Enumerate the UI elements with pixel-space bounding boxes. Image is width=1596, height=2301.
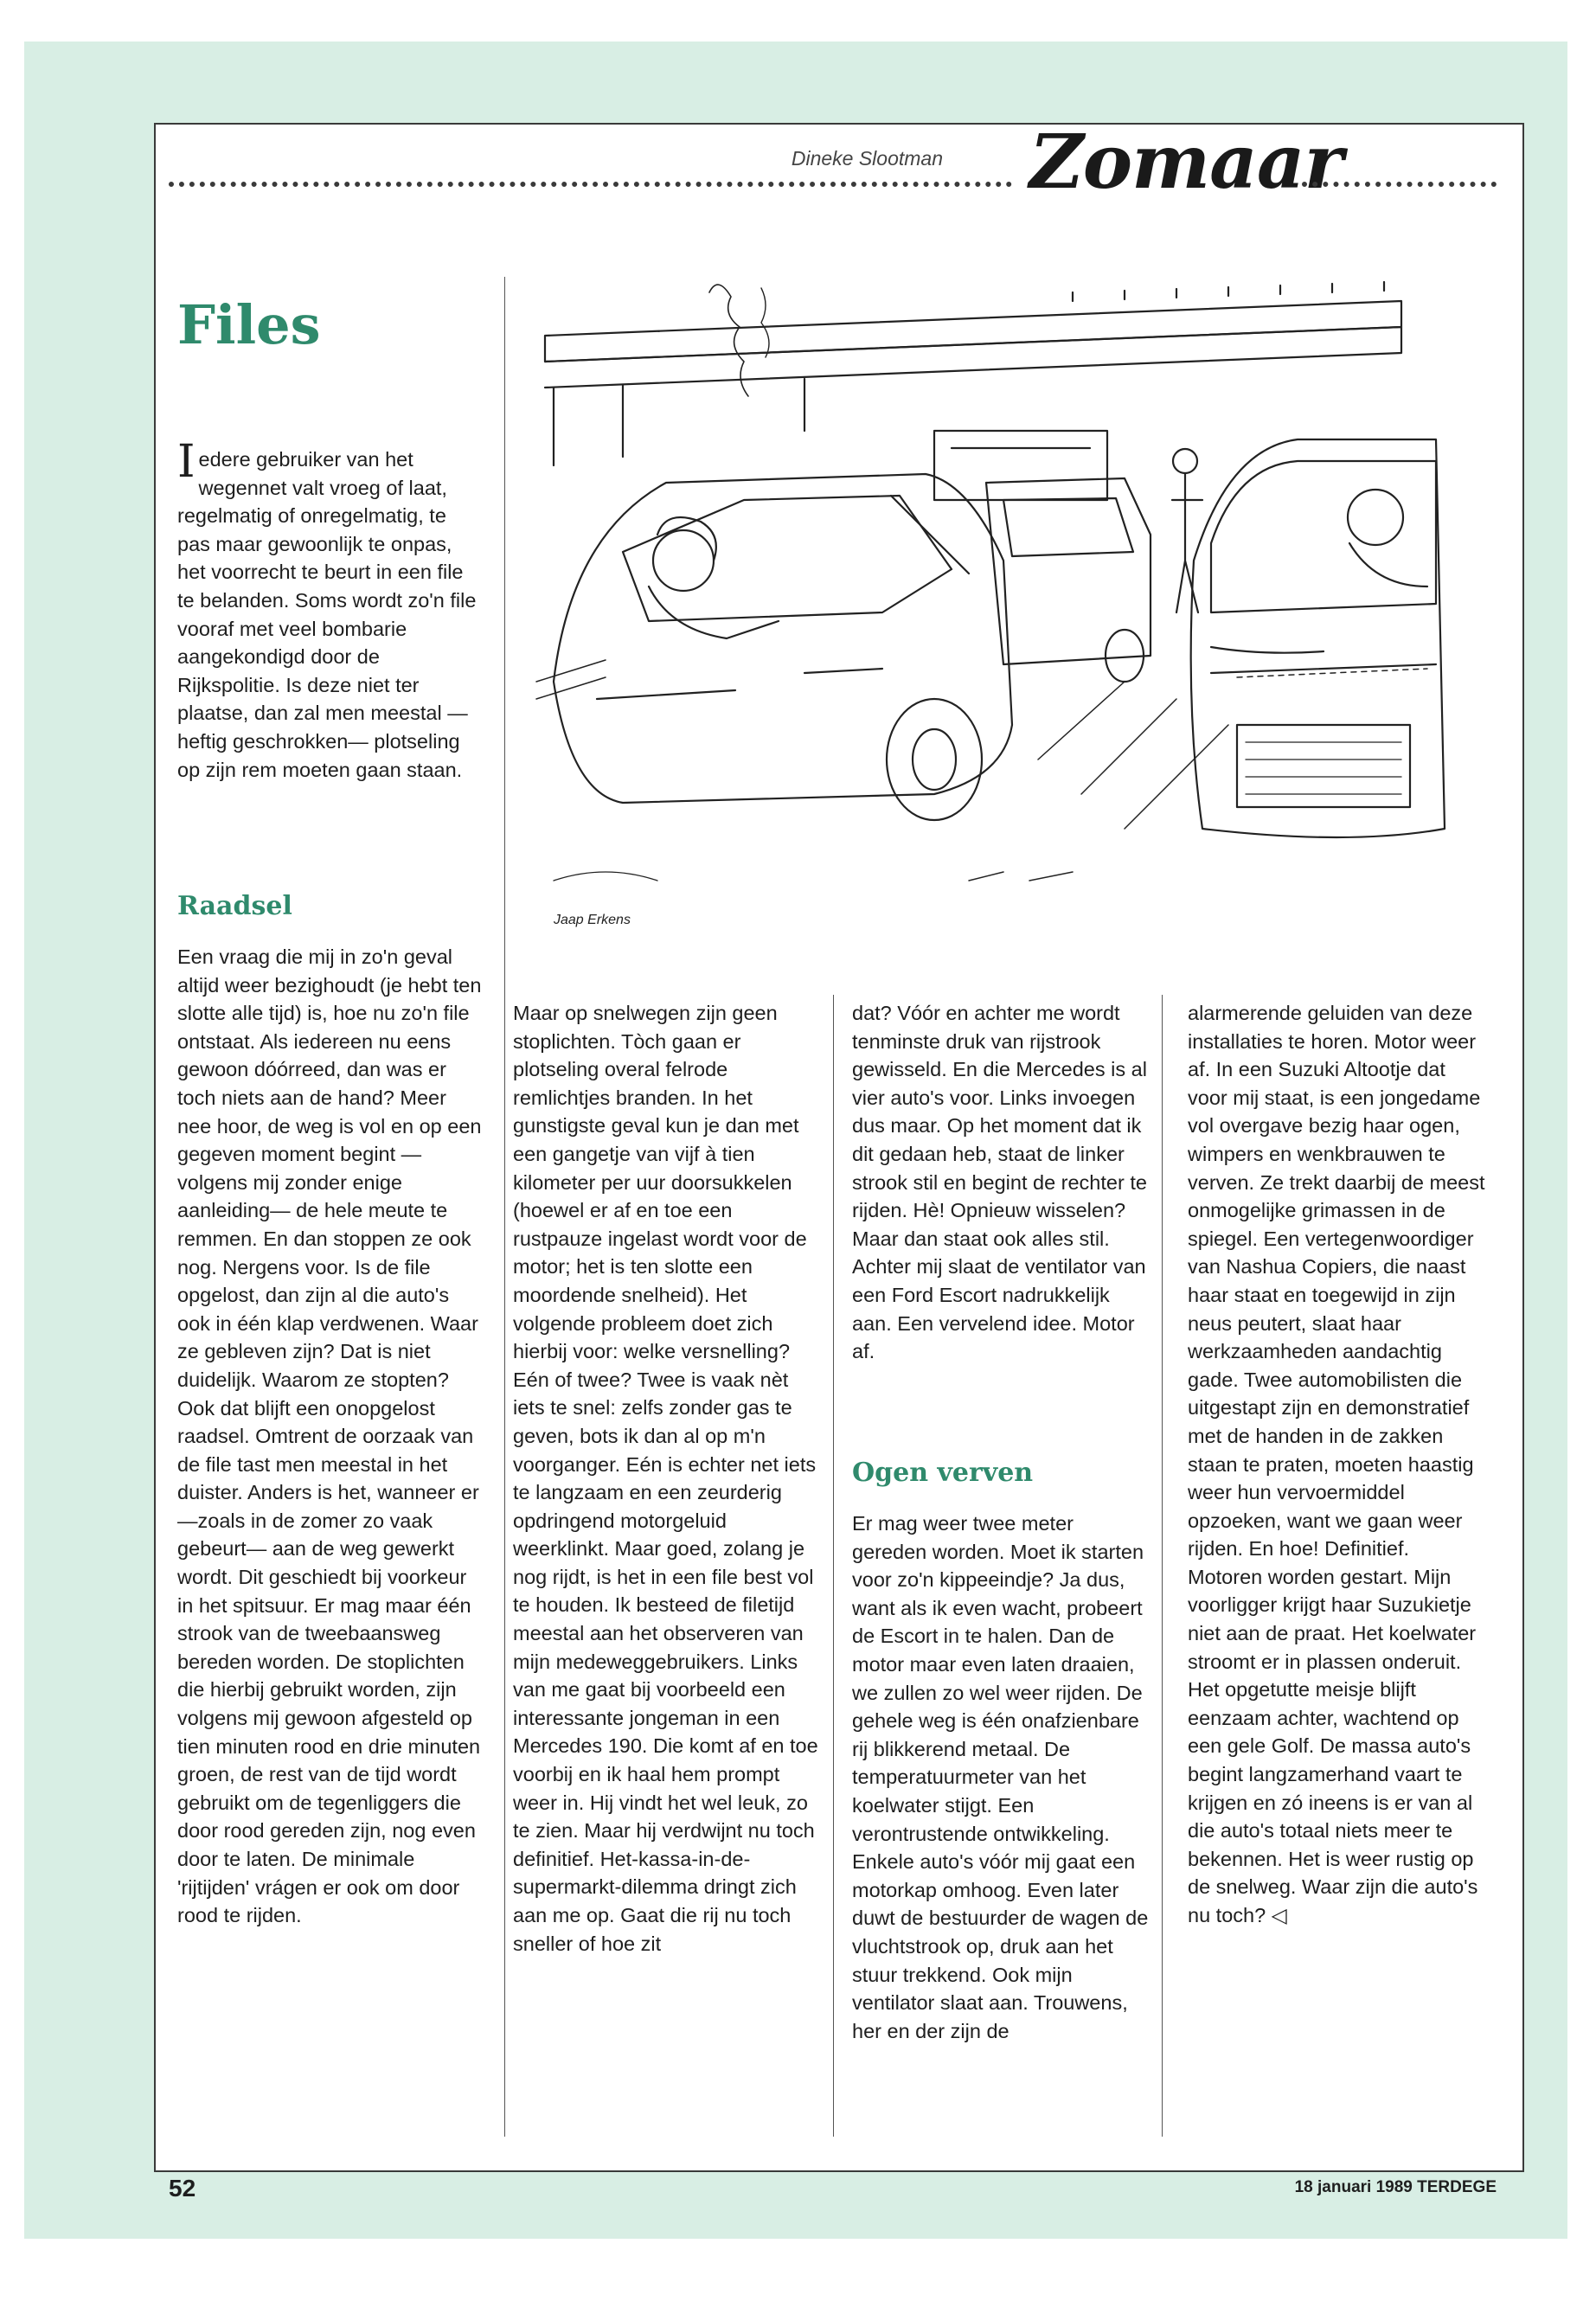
column-3-body-2: Er mag weer twee meter gereden worden. Moet ik starten voor zo'n kippeeindje? Ja dus, want als ik even wacht, probeert de Escort in te halen. Dan de motor maar even laten draaien, we zullen zo wel weer rijden. De gehele weg is één onafzienbare rij blikkerend metaal. De temperatuurmeter van het koelwater stijgt. Een verontrustende ontwikkeling. Enkele auto's vóór mij gaat een motorkap omhoog. Even later duwt de bestuurder de wagen de vluchtstrook op, druk aan het stuur trekkend. Ook mijn ventilator slaat aan. Trouwens, her en der zijn de [852,1512,1149,2042]
subhead-raadsel: Raadsel [177,891,292,921]
author-name: Dineke Slootman [791,147,943,170]
column-4-body: alarmerende geluiden van deze installaties te horen. Motor weer af. In een Suzuki Altootje dat voor mij staat, is een jongedame vol overgave bezig haar ogen, wimpers en wenkbrauwen te verven. Ze trekt daarbij de meest onmogelijke grimassen in de spiegel. Een vertegenwoordiger van Nashua Copiers, die naast haar staat en toegewijd in zijn neus peutert, slaat haar werkzaamheden aandachtig gade. Twee automobilisten die uitgestapt zijn en demonstratief met de handen in de zakken staan te praten, moeten haastig weer hun vervoermiddel opzoeken, want we gaan weer rijden. En hoe! Definitief. Motoren worden gestart. Mijn voorligger krijgt haar Suzukietje niet aan de praat. Het koelwater stroomt er in plassen onderuit. Het opgetutte meisje blijft eenzaam achter, wachtend op een gele Golf. De massa auto's begint langzamerhand vaart te krijgen en zó ineens is er van al die auto's totaal niets meer te bekennen. Het is weer rustig op de snelweg. Waar zijn die auto's nu toch? ◁ [1188,1002,1485,1926]
right-car-grille [1237,725,1410,807]
header-rule-left [169,182,1012,187]
right-car-rear-window [1211,461,1436,612]
header-rule-right [1302,182,1497,187]
page-number: 52 [169,2175,196,2202]
left-car-wheel [887,699,982,820]
distant-truck [934,431,1107,500]
traffic-jam-illustration [519,275,1462,967]
illustration-signature: Jaap Erkens [554,913,631,927]
intro-text: edere gebruiker van het wegennet valt vroeg of laat, regelmatig of onregelmatig, te pas maar gewoonlijk te onpas, het voorrecht te beurt in een file te belanden. Soms wordt zo'n file vooraf met veel bombarie aangekondigd door de Rijkspolitie. Is deze niet ter plaatse, dan zal men meestal —heftig geschrokken— plotseling op zijn rem moeten gaan staan. [177,448,477,781]
intro-paragraph [177,436,484,784]
column-3-body: dat? Vóór en achter me wordt tenminste druk van rijstrook gewisseld. En die Mercedes is al vier auto's voor. Links invoegen dus maar. Op het moment dat ik dit gedaan heb, staat de linker strook stil en begint de rechter te rijden. Hè! Opnieuw wisselen? Maar dan staat ook alles stil. Achter mij slaat de ventilator van een Ford Escort nadrukkelijk aan. Een vervelend idee. Motor af. [852,1002,1147,1363]
article-title: Files [177,293,321,356]
column-divider-1b [504,995,505,2137]
right-driver-head [1348,490,1403,545]
column-divider-3 [1162,995,1163,2137]
standing-man [1172,474,1202,612]
column-logo: Zomaar [1029,119,1343,206]
column-divider-2 [833,995,834,2137]
left-driver-head [653,530,714,591]
subhead-ogen-verven: Ogen verven [852,1458,1034,1488]
column-1-body: Een vraag die mij in zo'n geval altijd weer bezighoudt (je hebt ten slotte alle tijd) is, hoe nu zo'n file ontstaat. Als iedereen nu eens gewoon dóórreed, dan was er toch niets aan de hand? Meer nee hoor, de weg is vol en op een gegeven moment begint —volgens mij zonder enige aanleiding— de hele meute te remmen. En dan stoppen ze ook nog. Nergens voor. Is de file opgelost, dan zijn al die auto's ook in één klap verdwenen. Waar ze gebleven zijn? Dat is niet duidelijk. Waarom ze stopten? Ook dat blijft een onopgelost raadsel. Omtrent de oorzaak van de file tast men meestal in het duister. Anders is het, wanneer er —zoals in de zomer zo vaak gebeurt— aan de weg gewerkt wordt. Dit geschiedt bij voorkeur in het spitsuur. Er mag maar één strook van de tweebaansweg bereden worden. De stoplichten die hierbij gebruikt worden, zijn volgens mij gewoon afgesteld op tien minuten rood en drie minuten groen, de rest van de tijd wordt gebruikt om de tegenliggers die door rood gereden zijn, nog even door te laten. De minimale 'rijtijden' vrágen er ook om door rood te rijden. [177,945,482,1927]
drop-cap: I [177,436,195,488]
left-car-body [554,474,1012,803]
right-car-body [1191,439,1445,837]
middle-car [986,478,1151,664]
column-2-body: Maar op snelwegen zijn geen stoplichten. Tòch gaan er plotseling overal felrode remlichtjes branden. In het gunstigste geval kun je dan met een gangetje van vijf à tien kilometer per uur doorsukkelen (hoewel er af en toe een rustpauze ingelast wordt voor de motor; het is ten slotte een moordende snelheid). Het volgende probleem doet zich hierbij voor: welke versnelling? Eén of twee? Twee is vaak nèt iets te snel: zelfs zonder gas te geven, bots ik dan al op m'n voorganger. Eén is echter net iets te langzaam en een zeurderig opdringend motorgeluid weerklinkt. Maar goed, zolang je nog rijdt, is het in een file best vol te houden. Ik besteed de filetijd meestal aan het observeren van mijn medeweggebruikers. Links van me gaat bij voorbeeld een interessante jongeman in een Mercedes 190. Die komt af en toe voorbij en ik haal hem prompt weer in. Hij vindt het wel leuk, zo te zien. Maar hij verdwijnt nu toch definitief. Het-kassa-in-de-supermarkt-dilemma dringt zich aan me op. Gaat die rij nu toch sneller of hoe zit [513,1002,818,1955]
issue-line: 18 januari 1989 TERDEGE [1294,2178,1497,2196]
left-car-windshield [623,496,952,621]
